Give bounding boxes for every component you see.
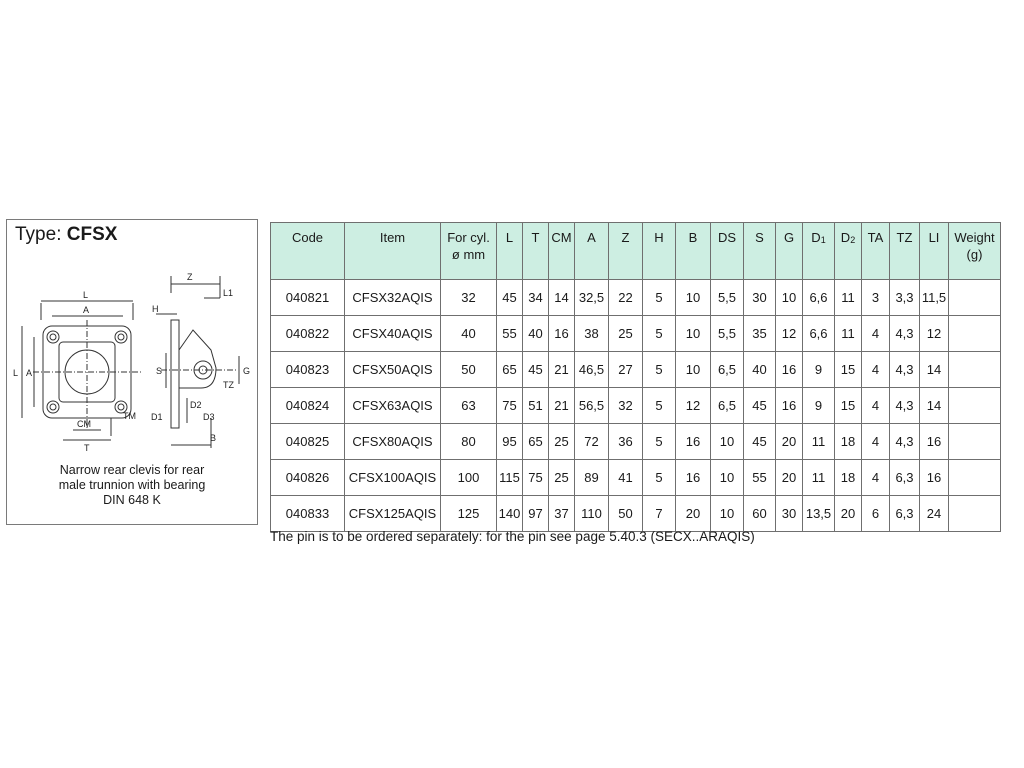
cell-D2: 18	[835, 424, 862, 460]
cell-B: 16	[676, 460, 711, 496]
cell-H: 5	[643, 352, 676, 388]
cell-H: 7	[643, 496, 676, 532]
col-header-CM: CM	[549, 223, 575, 280]
cell-A: 72	[575, 424, 609, 460]
table-row	[271, 280, 1001, 316]
cell-item: CFSX63AQIS	[345, 388, 441, 424]
col-header-D1: $D_1$	[803, 223, 835, 280]
cell-TA: 4	[862, 388, 890, 424]
dim-B: B	[210, 433, 217, 443]
col-header-DS: DS	[711, 223, 744, 280]
cell-weight	[949, 496, 1001, 532]
cell-forcyl: 40	[441, 316, 497, 352]
cell-S: 55	[744, 460, 776, 496]
cell-forcyl: 32	[441, 280, 497, 316]
cell-code: 040824	[271, 388, 345, 424]
cell-B: 10	[676, 280, 711, 316]
cell-LI: 16	[920, 424, 949, 460]
cell-G: 20	[776, 424, 803, 460]
cell-DS: 5,5	[711, 280, 744, 316]
cell-D2: 20	[835, 496, 862, 532]
cell-TZ: 4,3	[890, 352, 920, 388]
cell-CM: 14	[549, 280, 575, 316]
cell-weight	[949, 388, 1001, 424]
dim-TZ: TZ	[223, 380, 234, 390]
cell-LI: 24	[920, 496, 949, 532]
cell-T: 40	[523, 316, 549, 352]
dim-D3: D3	[203, 412, 215, 422]
cell-TA: 4	[862, 460, 890, 496]
table-header-row	[271, 223, 1001, 280]
cell-item: CFSX50AQIS	[345, 352, 441, 388]
cell-DS: 10	[711, 424, 744, 460]
col-header-LI: LI	[920, 223, 949, 280]
col-header-item: Item	[345, 223, 441, 280]
cell-weight	[949, 352, 1001, 388]
cell-forcyl: 63	[441, 388, 497, 424]
cell-Z: 50	[609, 496, 643, 532]
cell-D2: 15	[835, 352, 862, 388]
cell-L: 45	[497, 280, 523, 316]
dim-L-top: L	[83, 290, 89, 300]
dim-T: T	[84, 443, 90, 453]
dim-D2: D2	[190, 400, 202, 410]
cell-CM: 25	[549, 424, 575, 460]
cell-S: 45	[744, 388, 776, 424]
table-body	[271, 280, 1001, 532]
cell-H: 5	[643, 316, 676, 352]
cell-D1: 11	[803, 460, 835, 496]
table-row	[271, 496, 1001, 532]
cell-G: 20	[776, 460, 803, 496]
cell-D1: 6,6	[803, 316, 835, 352]
cell-A: 56,5	[575, 388, 609, 424]
cell-D2: 11	[835, 316, 862, 352]
side-view	[156, 276, 239, 448]
cell-weight	[949, 280, 1001, 316]
cell-code: 040825	[271, 424, 345, 460]
cell-G: 12	[776, 316, 803, 352]
cell-TZ: 4,3	[890, 316, 920, 352]
table-row	[271, 316, 1001, 352]
col-header-T: T	[523, 223, 549, 280]
cell-LI: 14	[920, 352, 949, 388]
cell-LI: 14	[920, 388, 949, 424]
cell-S: 45	[744, 424, 776, 460]
cell-T: 75	[523, 460, 549, 496]
col-header-G: G	[776, 223, 803, 280]
cell-TZ: 4,3	[890, 388, 920, 424]
col-header-H: H	[643, 223, 676, 280]
dim-A-top: A	[83, 305, 90, 315]
cell-item: CFSX125AQIS	[345, 496, 441, 532]
cell-T: 97	[523, 496, 549, 532]
cell-weight	[949, 460, 1001, 496]
cell-G: 16	[776, 388, 803, 424]
cell-item: CFSX80AQIS	[345, 424, 441, 460]
cell-L: 140	[497, 496, 523, 532]
specs-table	[270, 222, 1001, 532]
cell-B: 10	[676, 352, 711, 388]
cell-D1: 13,5	[803, 496, 835, 532]
cell-H: 5	[643, 460, 676, 496]
cell-D2: 18	[835, 460, 862, 496]
cell-DS: 10	[711, 496, 744, 532]
cell-code: 040826	[271, 460, 345, 496]
specs-table-wrapper	[270, 222, 1001, 532]
cell-TA: 4	[862, 316, 890, 352]
type-name: CFSX	[66, 224, 118, 245]
cell-item: CFSX100AQIS	[345, 460, 441, 496]
cell-weight	[949, 316, 1001, 352]
cell-TZ: 3,3	[890, 280, 920, 316]
cell-LI: 16	[920, 460, 949, 496]
cell-CM: 25	[549, 460, 575, 496]
cell-DS: 6,5	[711, 352, 744, 388]
table-row	[271, 388, 1001, 424]
caption-line: Narrow rear clevis for rear	[59, 463, 205, 477]
table-row	[271, 352, 1001, 388]
cell-D2: 11	[835, 280, 862, 316]
cell-L: 55	[497, 316, 523, 352]
col-header-TA: TA	[862, 223, 890, 280]
dim-L1: L1	[223, 288, 234, 298]
cell-DS: 6,5	[711, 388, 744, 424]
cell-D1: 9	[803, 352, 835, 388]
cell-A: 32,5	[575, 280, 609, 316]
cell-S: 40	[744, 352, 776, 388]
cell-item: CFSX32AQIS	[345, 280, 441, 316]
cell-item: CFSX40AQIS	[345, 316, 441, 352]
cell-DS: 10	[711, 460, 744, 496]
col-header-forcyl: For cyl. ø mm	[441, 223, 497, 280]
col-header-code: Code	[271, 223, 345, 280]
caption-line: male trunnion with bearing	[58, 478, 206, 492]
table-row	[271, 424, 1001, 460]
cell-T: 45	[523, 352, 549, 388]
cell-Z: 41	[609, 460, 643, 496]
col-header-A: A	[575, 223, 609, 280]
cell-forcyl: 100	[441, 460, 497, 496]
cell-L: 65	[497, 352, 523, 388]
col-header-TZ: TZ	[890, 223, 920, 280]
cell-TZ: 4,3	[890, 424, 920, 460]
cell-TA: 6	[862, 496, 890, 532]
caption-line: DIN 648 K	[103, 493, 161, 507]
cell-T: 34	[523, 280, 549, 316]
cell-D1: 11	[803, 424, 835, 460]
col-header-L: L	[497, 223, 523, 280]
cell-L: 115	[497, 460, 523, 496]
cell-forcyl: 50	[441, 352, 497, 388]
cell-TZ: 6,3	[890, 460, 920, 496]
cell-TA: 4	[862, 424, 890, 460]
cell-A: 46,5	[575, 352, 609, 388]
dim-CM: CM	[77, 419, 91, 429]
cell-weight	[949, 424, 1001, 460]
cell-B: 20	[676, 496, 711, 532]
cell-CM: 21	[549, 352, 575, 388]
cell-A: 110	[575, 496, 609, 532]
cell-Z: 27	[609, 352, 643, 388]
dim-L-side: L	[13, 368, 19, 378]
cell-code: 040823	[271, 352, 345, 388]
cell-A: 38	[575, 316, 609, 352]
cell-D1: 9	[803, 388, 835, 424]
cell-TA: 3	[862, 280, 890, 316]
cell-T: 51	[523, 388, 549, 424]
cell-Z: 25	[609, 316, 643, 352]
cell-G: 16	[776, 352, 803, 388]
col-header-S: S	[744, 223, 776, 280]
cell-CM: 16	[549, 316, 575, 352]
cell-G: 30	[776, 496, 803, 532]
footnote: The pin is to be ordered separately: for the pin see page 5.40.3 (SECX..ARAQIS)	[270, 529, 755, 544]
cell-L: 75	[497, 388, 523, 424]
cell-CM: 37	[549, 496, 575, 532]
type-title	[15, 224, 117, 246]
dim-Z: Z	[187, 272, 193, 282]
col-header-D2: $D_2$	[835, 223, 862, 280]
dim-TM: TM	[123, 411, 136, 421]
product-panel	[6, 219, 258, 525]
cell-B: 16	[676, 424, 711, 460]
cell-LI: 12	[920, 316, 949, 352]
cell-L: 95	[497, 424, 523, 460]
cell-A: 89	[575, 460, 609, 496]
cell-DS: 5,5	[711, 316, 744, 352]
col-header-Z: Z	[609, 223, 643, 280]
cell-TZ: 6,3	[890, 496, 920, 532]
cell-CM: 21	[549, 388, 575, 424]
cell-B: 12	[676, 388, 711, 424]
cell-code: 040833	[271, 496, 345, 532]
cell-T: 65	[523, 424, 549, 460]
type-prefix: Type:	[15, 224, 67, 245]
cell-H: 5	[643, 424, 676, 460]
dim-G: G	[243, 366, 251, 376]
dim-A-side: A	[26, 368, 33, 378]
cell-forcyl: 125	[441, 496, 497, 532]
cell-Z: 32	[609, 388, 643, 424]
cell-Z: 22	[609, 280, 643, 316]
cell-S: 35	[744, 316, 776, 352]
panel-caption	[7, 463, 257, 508]
dim-H: H	[152, 304, 159, 314]
cell-H: 5	[643, 280, 676, 316]
col-header-B: B	[676, 223, 711, 280]
table-row	[271, 460, 1001, 496]
technical-drawing	[11, 258, 255, 463]
cell-TA: 4	[862, 352, 890, 388]
cell-code: 040822	[271, 316, 345, 352]
cell-forcyl: 80	[441, 424, 497, 460]
cell-D1: 6,6	[803, 280, 835, 316]
cell-Z: 36	[609, 424, 643, 460]
cell-S: 60	[744, 496, 776, 532]
col-header-weight: Weight (g)	[949, 223, 1001, 280]
dim-S: S	[156, 366, 163, 376]
cell-G: 10	[776, 280, 803, 316]
cell-H: 5	[643, 388, 676, 424]
dim-D1: D1	[151, 412, 163, 422]
cell-S: 30	[744, 280, 776, 316]
cell-D2: 15	[835, 388, 862, 424]
cell-code: 040821	[271, 280, 345, 316]
cell-LI: 11,5	[920, 280, 949, 316]
cell-B: 10	[676, 316, 711, 352]
